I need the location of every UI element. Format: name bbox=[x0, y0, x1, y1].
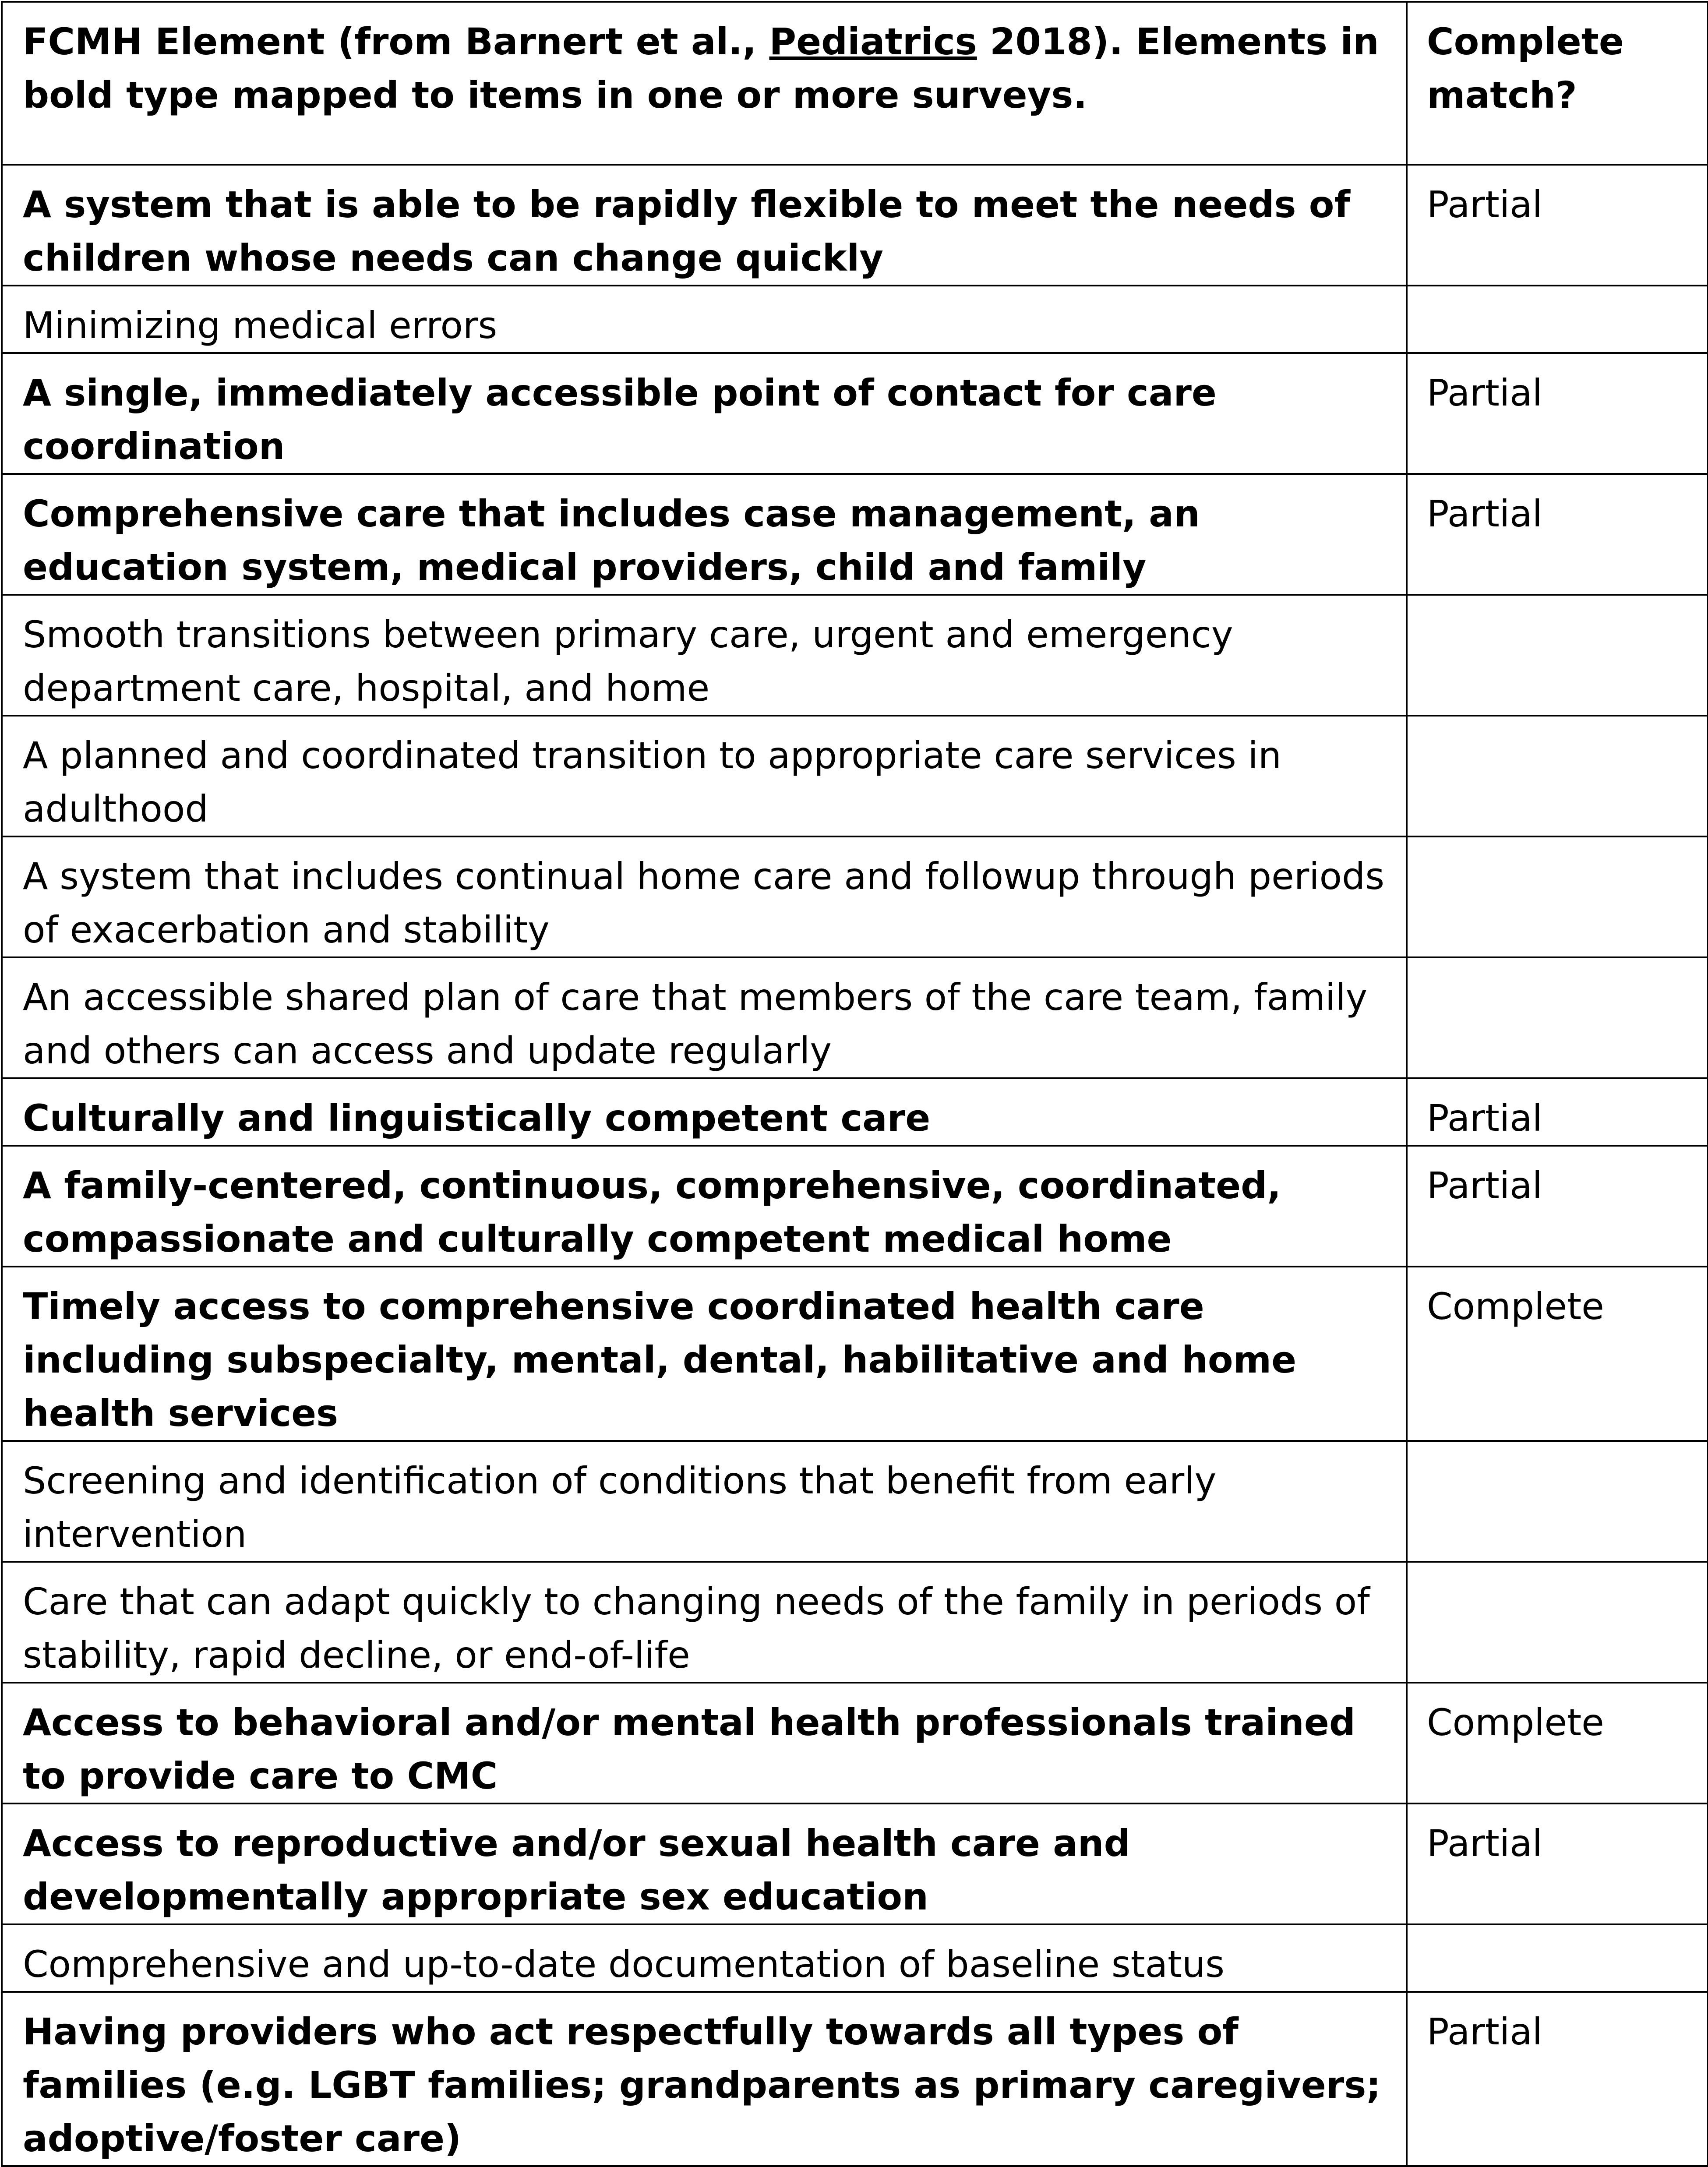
element-cell: Minimizing medical errors bbox=[2, 286, 1407, 353]
table-row bbox=[2, 1078, 1708, 1146]
header-element-cell bbox=[2, 2, 1407, 165]
element-cell: Having providers who act respectfully towards all types of families (e.g. LGBT families; grandparents as primary caregivers; adoptive/foster care) bbox=[2, 1992, 1407, 2166]
element-cell: Culturally and linguistically competent care bbox=[2, 1078, 1407, 1146]
match-cell: Partial bbox=[1407, 353, 1708, 474]
element-cell: A family-centered, continuous, comprehensive, coordinated, compassionate and culturally competent medical home bbox=[2, 1146, 1407, 1267]
header-element-suffix: 2018). Elements in bold type mapped to items in one or more surveys. bbox=[23, 20, 1379, 116]
match-cell bbox=[1407, 716, 1708, 836]
table-row bbox=[2, 1146, 1708, 1267]
table-row bbox=[2, 957, 1708, 1078]
match-cell bbox=[1407, 957, 1708, 1078]
table-row bbox=[2, 1441, 1708, 1562]
match-cell bbox=[1407, 1562, 1708, 1683]
match-cell bbox=[1407, 1441, 1708, 1562]
match-cell: Partial bbox=[1407, 165, 1708, 286]
match-cell: Complete bbox=[1407, 1683, 1708, 1803]
element-cell: A system that includes continual home care and followup through periods of exacerbation and stability bbox=[2, 836, 1407, 957]
table-row bbox=[2, 1683, 1708, 1803]
header-journal-name: Pediatrics bbox=[769, 20, 977, 63]
fcmh-elements-table bbox=[1, 1, 1708, 2167]
element-cell: Screening and identification of conditions that benefit from early intervention bbox=[2, 1441, 1407, 1562]
table-row bbox=[2, 474, 1708, 595]
element-cell: Comprehensive care that includes case management, an education system, medical providers, child and family bbox=[2, 474, 1407, 595]
table-row bbox=[2, 286, 1708, 353]
table-row bbox=[2, 595, 1708, 716]
match-cell bbox=[1407, 286, 1708, 353]
element-cell: A planned and coordinated transition to appropriate care services in adulthood bbox=[2, 716, 1407, 836]
table-header-row bbox=[2, 2, 1708, 165]
element-cell: Smooth transitions between primary care, urgent and emergency department care, hospital, and home bbox=[2, 595, 1407, 716]
match-cell: Partial bbox=[1407, 1146, 1708, 1267]
match-cell: Complete bbox=[1407, 1267, 1708, 1441]
table-row bbox=[2, 1267, 1708, 1441]
element-cell: A system that is able to be rapidly flexible to meet the needs of children whose needs can change quickly bbox=[2, 165, 1407, 286]
element-cell: Care that can adapt quickly to changing needs of the family in periods of stability, rapid decline, or end-of-life bbox=[2, 1562, 1407, 1683]
table-row bbox=[2, 716, 1708, 836]
table-row bbox=[2, 1562, 1708, 1683]
table-row bbox=[2, 1924, 1708, 1992]
element-cell: Access to behavioral and/or mental health professionals trained to provide care to CMC bbox=[2, 1683, 1407, 1803]
element-cell: A single, immediately accessible point of contact for care coordination bbox=[2, 353, 1407, 474]
element-cell: Timely access to comprehensive coordinated health care including subspecialty, mental, dental, habilitative and home health services bbox=[2, 1267, 1407, 1441]
match-cell: Partial bbox=[1407, 1078, 1708, 1146]
match-cell: Partial bbox=[1407, 474, 1708, 595]
table-row bbox=[2, 1803, 1708, 1924]
element-cell: Access to reproductive and/or sexual health care and developmentally appropriate sex education bbox=[2, 1803, 1407, 1924]
table-row bbox=[2, 353, 1708, 474]
header-match-cell: Complete match? bbox=[1407, 2, 1708, 165]
header-element-prefix: FCMH Element (from Barnert et al., bbox=[23, 20, 769, 63]
match-cell: Partial bbox=[1407, 1803, 1708, 1924]
element-cell: An accessible shared plan of care that members of the care team, family and others can access and update regularly bbox=[2, 957, 1407, 1078]
table-row bbox=[2, 165, 1708, 286]
table-row bbox=[2, 1992, 1708, 2166]
table-row bbox=[2, 836, 1708, 957]
match-cell: Partial bbox=[1407, 1992, 1708, 2166]
match-cell bbox=[1407, 1924, 1708, 1992]
element-cell: Comprehensive and up-to-date documentation of baseline status bbox=[2, 1924, 1407, 1992]
match-cell bbox=[1407, 595, 1708, 716]
match-cell bbox=[1407, 836, 1708, 957]
